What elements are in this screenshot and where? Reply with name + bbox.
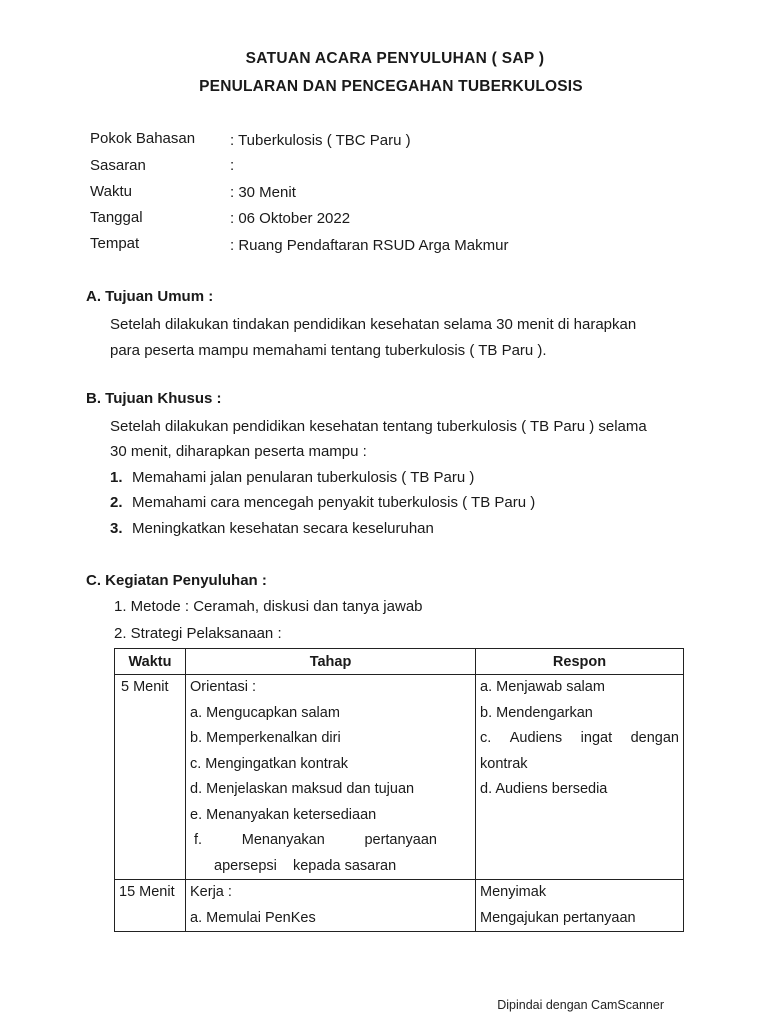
tahap-f-word-1: Menanyakan: [241, 832, 325, 848]
meta-label-tempat: Tempat: [90, 235, 140, 252]
table-header-row: [115, 649, 684, 675]
waktu-cell: [115, 675, 186, 880]
tahap-cell: [186, 675, 476, 880]
tahap-line: a. Mengucapkan salam: [190, 704, 340, 721]
respon-line: b. Mendengarkan: [480, 704, 593, 721]
column-header-waktu: Waktu: [115, 649, 186, 675]
tahap-line: d. Menjelaskan maksud dan tujuan: [190, 781, 415, 797]
meta-value-pokok-bahasan: : Tuberkulosis ( TBC Paru ): [230, 132, 411, 149]
meta-value-tanggal: : 06 Oktober 2022: [230, 210, 351, 227]
meta-value-tempat: : Ruang Pendaftaran RSUD Arga Makmur: [230, 237, 509, 254]
item-text: Memahami jalan penularan tuberkulosis ( TB Paru ): [132, 469, 475, 486]
item-text: Memahami cara mencegah penyakit tuberkulosis ( TB Paru ): [132, 494, 536, 511]
meta-value-waktu: : 30 Menit: [230, 184, 296, 201]
section-c-heading: C. Kegiatan Penyuluhan :: [86, 572, 267, 589]
section-a-line-2: para peserta mampu memahami tentang tuberkulosis ( TB Paru ).: [110, 342, 547, 359]
section-c-item-1: 1. Metode : Ceramah, diskusi dan tanya jawab: [114, 598, 423, 615]
tahap-line-f-cont: apersepsi kepada sasaran: [214, 857, 397, 874]
section-a-line-1: Setelah dilakukan tindakan pendidikan kesehatan selama 30 menit di harapkan: [110, 316, 637, 333]
tahap-f-word-2: pertanyaan: [364, 832, 437, 848]
waktu-value: 15 Menit: [119, 884, 175, 900]
respon-line-c: [480, 726, 683, 752]
meta-label-sasaran: Sasaran: [90, 157, 146, 174]
section-c-item-2: 2. Strategi Pelaksanaan :: [114, 625, 282, 642]
respon-line: d. Audiens bersedia: [480, 781, 608, 797]
document-subtitle: PENULARAN DAN PENCEGAHAN TUBERKULOSIS: [199, 78, 583, 95]
waktu-value: 5 Menit: [121, 679, 169, 695]
respon-c-word-1: c.: [480, 730, 492, 746]
tahap-line: e. Menanyakan ketersediaan: [190, 806, 377, 823]
item-number: 1.: [110, 469, 123, 486]
respon-line: Menyimak: [480, 884, 547, 900]
section-b-item-3: [110, 520, 434, 537]
tahap-line: Orientasi :: [190, 679, 257, 695]
tahap-line-f: [190, 828, 475, 854]
item-number: 2.: [110, 494, 123, 511]
meta-label-waktu: Waktu: [90, 183, 132, 200]
section-b-heading: B. Tujuan Khusus :: [86, 390, 222, 407]
table-row: [115, 880, 684, 932]
meta-value-sasaran: :: [230, 157, 235, 174]
section-b-line-1: Setelah dilakukan pendidikan kesehatan tentang tuberkulosis ( TB Paru ) selama: [110, 418, 647, 435]
section-b-line-2: 30 menit, diharapkan peserta mampu :: [110, 443, 367, 460]
respon-cell: [476, 880, 684, 932]
meta-label-pokok-bahasan: Pokok Bahasan: [90, 130, 196, 147]
waktu-cell: [115, 880, 186, 932]
section-a-heading: A. Tujuan Umum :: [86, 288, 214, 305]
table-row: [115, 675, 684, 880]
tahap-cell: [186, 880, 476, 932]
respon-line-c-cont: kontrak: [480, 755, 528, 772]
tahap-line: Kerja :: [190, 884, 232, 900]
respon-line: Mengajukan pertanyaan: [480, 909, 636, 926]
item-text: Meningkatkan kesehatan secara keseluruhan: [132, 520, 434, 537]
item-number: 3.: [110, 520, 123, 537]
respon-line: a. Menjawab salam: [480, 679, 605, 695]
tahap-line: a. Memulai PenKes: [190, 909, 316, 926]
column-header-respon: Respon: [476, 649, 684, 675]
schedule-table: [114, 648, 684, 932]
column-header-tahap: Tahap: [186, 649, 476, 675]
respon-c-word-4: dengan: [630, 730, 679, 746]
meta-label-tanggal: Tanggal: [90, 209, 143, 226]
scanner-watermark: Dipindai dengan CamScanner: [497, 998, 664, 1012]
tahap-f-num: f.: [194, 832, 203, 848]
section-b-item-2: [110, 494, 535, 511]
section-b-item-1: [110, 469, 474, 486]
document-title: SATUAN ACARA PENYULUHAN ( SAP ): [245, 50, 545, 67]
tahap-line: b. Memperkenalkan diri: [190, 730, 341, 746]
respon-c-word-3: ingat: [580, 730, 613, 746]
respon-cell: [476, 675, 684, 880]
tahap-line: c. Mengingatkan kontrak: [190, 755, 348, 772]
respon-c-word-2: Audiens: [509, 730, 563, 746]
